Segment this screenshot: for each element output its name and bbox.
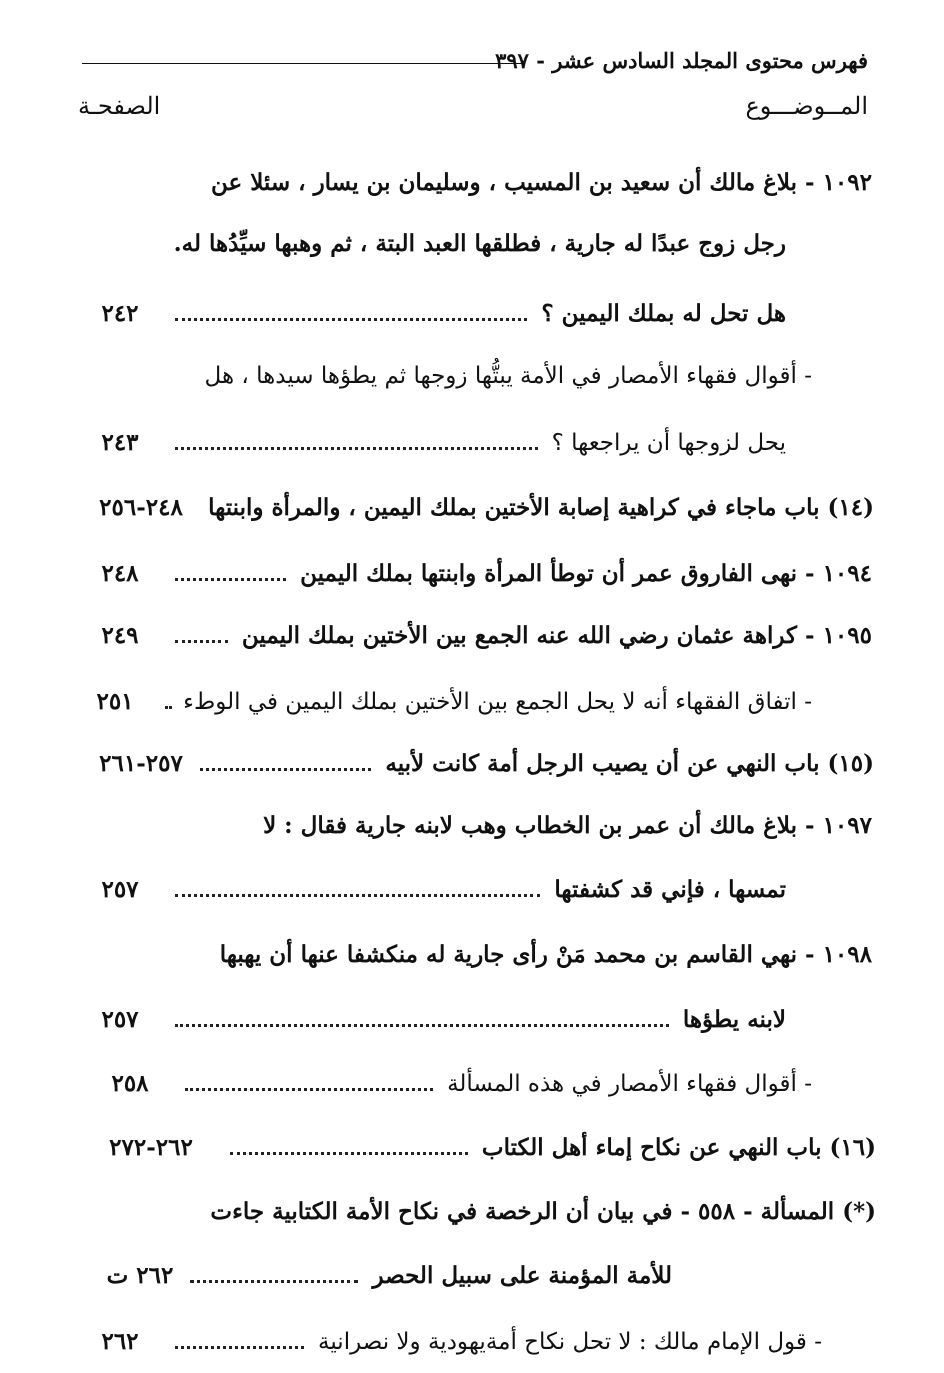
page-number: ٢٦٢ <box>101 1328 139 1355</box>
entry-text: ١٠٩٧ - بلاغ مالك أن عمر بن الخطاب وهب لابنه جارية فقال : لا <box>263 812 872 839</box>
index-entry <box>0 417 944 469</box>
dot-leader <box>175 1346 304 1349</box>
entry-text: (١٤) باب ماجاء في كراهية إصابة الأختين بملك اليمين ، والمرأة وابنتها <box>208 494 874 521</box>
index-entry <box>0 350 944 402</box>
page-number: ٢٤٩ <box>101 622 139 649</box>
dot-leader <box>175 640 228 643</box>
index-entry <box>0 482 944 534</box>
index-entry <box>0 676 944 728</box>
entry-text: ١٠٩٢ - بلاغ مالك أن سعيد بن المسيب ، وسليمان بن يسار ، سئلا عن <box>210 169 872 196</box>
column-page-label: الصفحـة <box>78 92 161 120</box>
dot-leader <box>200 768 371 771</box>
entry-text: للأمة المؤمنة على سبيل الحصر <box>372 1262 672 1289</box>
running-header <box>82 44 868 84</box>
page-number: ٢٤٢ <box>101 300 139 327</box>
index-entry <box>0 288 944 340</box>
dot-leader <box>185 1088 433 1091</box>
dot-leader <box>165 706 169 709</box>
entry-text: يحل لزوجها أن يراجعها ؟ <box>551 430 786 456</box>
entry-text: ١٠٩٤ - نهى الفاروق عمر أن توطأ المرأة وابنتها بملك اليمين <box>300 560 872 587</box>
entry-text: - اتفاق الفقهاء أنه لا يحل الجمع بين الأختين بملك اليمين في الوطء <box>183 689 812 715</box>
entry-text: رجل زوج عبدًا له جارية ، فطلقها العبد البتة ، ثم وهبها سيِّدُها له. <box>173 230 786 257</box>
entry-text: تمسها ، فإني قد كشفتها <box>554 876 786 903</box>
entry-text: (١٥) باب النهي عن أن يصيب الرجل أمة كانت لأبيه <box>385 750 874 777</box>
dot-leader <box>230 1152 468 1155</box>
page-number: ٢٥٧-٢٦١ <box>99 750 183 777</box>
entry-text: (١٦) باب النهي عن نكاح إماء أهل الكتاب <box>481 1134 876 1161</box>
index-entry <box>0 994 944 1046</box>
entry-text: لابنه يطؤها <box>682 1006 786 1033</box>
page-number: ٢٤٨-٢٥٦ <box>99 494 183 521</box>
dot-leader <box>175 1024 669 1027</box>
dot-leader <box>175 894 540 897</box>
entry-text: - أقوال فقهاء الأمصار في هذه المسألة <box>447 1071 812 1097</box>
entry-text: هل تحل له بملك اليمين ؟ <box>541 300 786 327</box>
index-entry <box>0 218 944 270</box>
index-entry <box>0 1122 944 1174</box>
entry-text: ١٠٩٥ - كراهة عثمان رضي الله عنه الجمع بين الأختين بملك اليمين <box>241 622 872 649</box>
page-number: ٢٤٣ <box>101 429 139 456</box>
index-entry <box>0 864 944 916</box>
column-headers <box>78 92 868 132</box>
page-number: ٢٥١ <box>96 688 134 715</box>
index-entry <box>0 800 944 852</box>
entry-text: - قول الإمام مالك : لا تحل نكاح أمةيهودية ولا نصرانية <box>318 1329 822 1355</box>
index-entry <box>0 610 944 662</box>
dot-leader <box>175 318 527 321</box>
dot-leader <box>175 578 286 581</box>
index-entry <box>0 738 944 790</box>
running-title: فهرس محتوى المجلد السادس عشر - ٣٩٧ <box>495 48 868 73</box>
index-entry <box>0 1250 944 1302</box>
dot-leader <box>175 447 538 450</box>
column-topic-label: المــوضـــوع <box>745 92 868 120</box>
page-number: ٢٥٧ <box>101 1006 139 1033</box>
page-number: ٢٥٧ <box>101 876 139 903</box>
index-entry <box>0 1186 944 1238</box>
entry-text: - أقوال فقهاء الأمصار في الأمة يبتُّها زوجها ثم يطؤها سيدها ، هل <box>204 363 812 389</box>
dot-leader <box>190 1280 358 1283</box>
page-number: ٢٤٨ <box>101 560 139 587</box>
index-entry <box>0 1316 944 1368</box>
index-entry <box>0 157 944 209</box>
header-rule <box>82 63 522 64</box>
entry-text: ١٠٩٨ - نهي القاسم بن محمد مَنْ رأى جارية له منكشفا عنها أن يهبها <box>219 941 872 968</box>
entry-text: (*) المسألة - ٥٥٨ - في بيان أن الرخصة في نكاح الأمة الكتابية جاءت <box>210 1198 876 1225</box>
page-number: ٢٦٢ ت <box>106 1262 174 1289</box>
page-number: ٢٦٢-٢٧٢ <box>109 1134 193 1161</box>
index-entry <box>0 1058 944 1110</box>
index-entry <box>0 929 944 981</box>
index-entry <box>0 548 944 600</box>
page-number: ٢٥٨ <box>111 1070 149 1097</box>
